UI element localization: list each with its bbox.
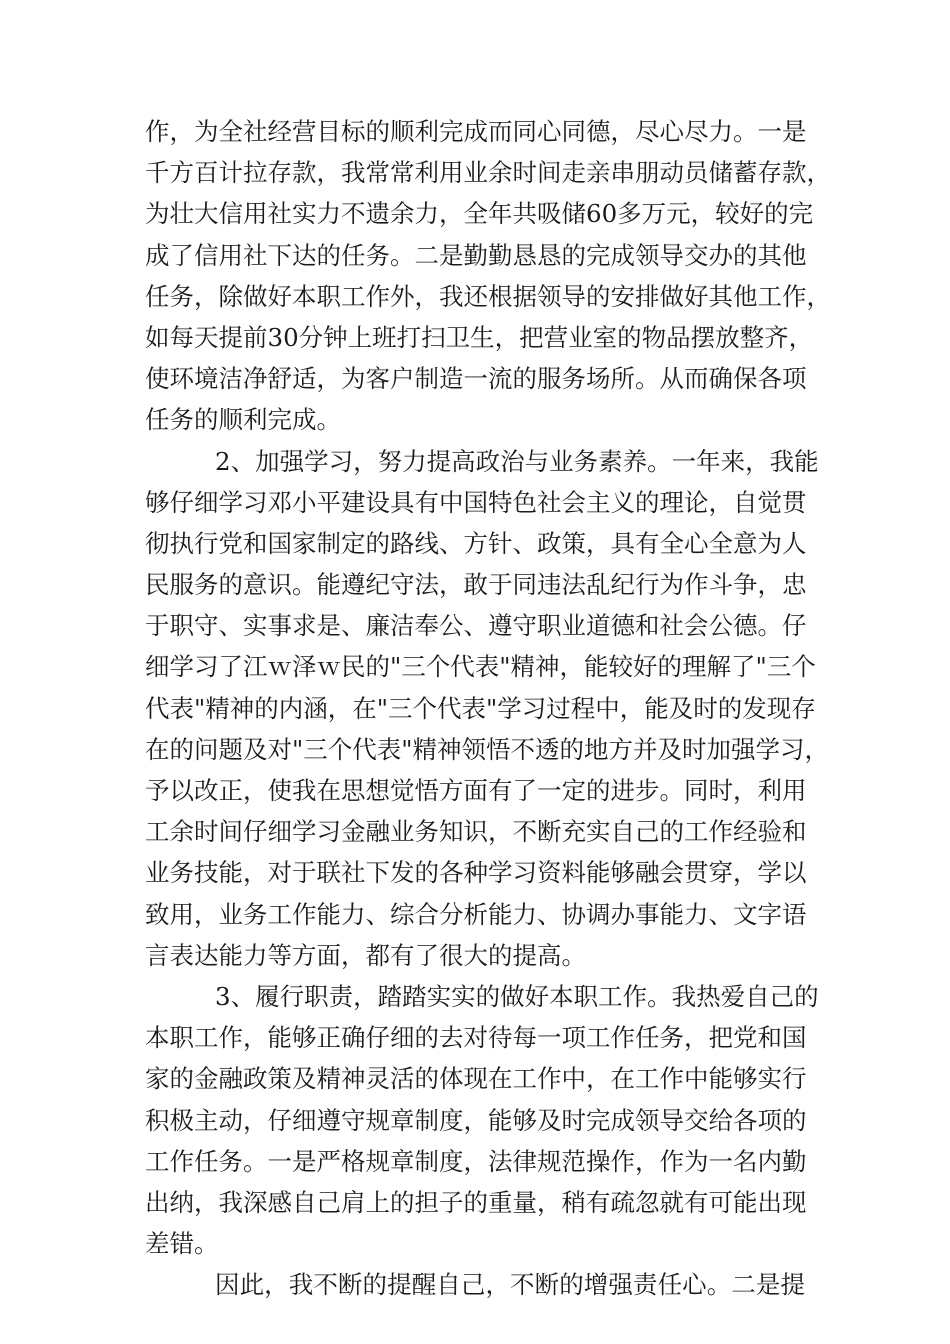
text-line: 于职守、实事求是、廉洁奉公、遵守职业道德和社会公德。仔 <box>145 611 807 641</box>
text-line: 致用，业务工作能力、综合分析能力、协调办事能力、文字语 <box>145 899 807 929</box>
text-line: 工作任务。一是严格规章制度，法律规范操作，作为一名内勤 <box>145 1146 807 1176</box>
text-line: 言表达能力等方面，都有了很大的提高。 <box>145 940 586 970</box>
text-line: 业务技能，对于联社下发的各种学习资料能够融会贯穿，学以 <box>145 858 807 888</box>
text-line: 代表"精神的内涵，在"三个代表"学习过程中，能及时的发现存 <box>145 693 816 723</box>
text-line: 予以改正，使我在思想觉悟方面有了一定的进步。同时，利用 <box>145 776 807 805</box>
text-line: 民服务的意识。能遵纪守法，敢于同违法乱纪行为作斗争，忠 <box>145 570 807 600</box>
text-line: 作，为全社经营目标的顺利完成而同心同德，尽心尽力。一是 <box>145 117 807 146</box>
text-line: 彻执行党和国家制定的路线、方针、政策，具有全心全意为人 <box>145 528 807 558</box>
text-line: 细学习了江ｗ泽ｗ民的"三个代表"精神，能较好的理解了"三个 <box>145 652 816 682</box>
text-line: 任务，除做好本职工作外，我还根据领导的安排做好其他工作， <box>145 281 831 311</box>
text-line: 出纳，我深感自己肩上的担子的重量，稍有疏忽就有可能出现 <box>145 1187 807 1217</box>
text-line: 差错。 <box>145 1229 219 1259</box>
text-line: 工余时间仔细学习金融业务知识，不断充实自己的工作经验和 <box>145 817 807 847</box>
text-line: 成了信用社下达的任务。二是勤勤恳恳的完成领导交办的其他 <box>145 240 807 270</box>
text-line: 本职工作，能够正确仔细的去对待每一项工作任务，把党和国 <box>145 1023 807 1053</box>
text-line: 为壮大信用社实力不遗余力，全年共吸储60多万元，较好的完 <box>145 199 814 229</box>
paragraph-first-line: 因此，我不断的提醒自己，不断的增强责任心。二是提 <box>215 1270 805 1300</box>
text-line: 任务的顺利完成。 <box>145 405 341 435</box>
text-line: 家的金融政策及精神灵活的体现在工作中，在工作中能够实行 <box>145 1064 807 1094</box>
text-line: 千方百计拉存款，我常常利用业余时间走亲串朋动员储蓄存款， <box>145 158 831 188</box>
paragraph-first-line: 3、履行职责，踏踏实实的做好本职工作。我热爱自己的 <box>215 981 819 1011</box>
paragraph-first-line: 2、加强学习，努力提高政治与业务素养。一年来，我能 <box>215 446 819 476</box>
text-line: 够仔细学习邓小平建设具有中国特色社会主义的理论，自觉贯 <box>145 487 807 517</box>
text-line: 使环境洁净舒适，为客户制造一流的服务场所。从而确保各项 <box>145 364 807 394</box>
text-line: 如每天提前30分钟上班打扫卫生，把营业室的物品摆放整齐， <box>145 322 814 352</box>
document-body <box>145 111 831 1305</box>
text-line: 在的问题及对"三个代表"精神领悟不透的地方并及时加强学习， <box>145 734 830 764</box>
text-line: 积极主动，仔细遵守规章制度，能够及时完成领导交给各项的 <box>145 1105 807 1135</box>
